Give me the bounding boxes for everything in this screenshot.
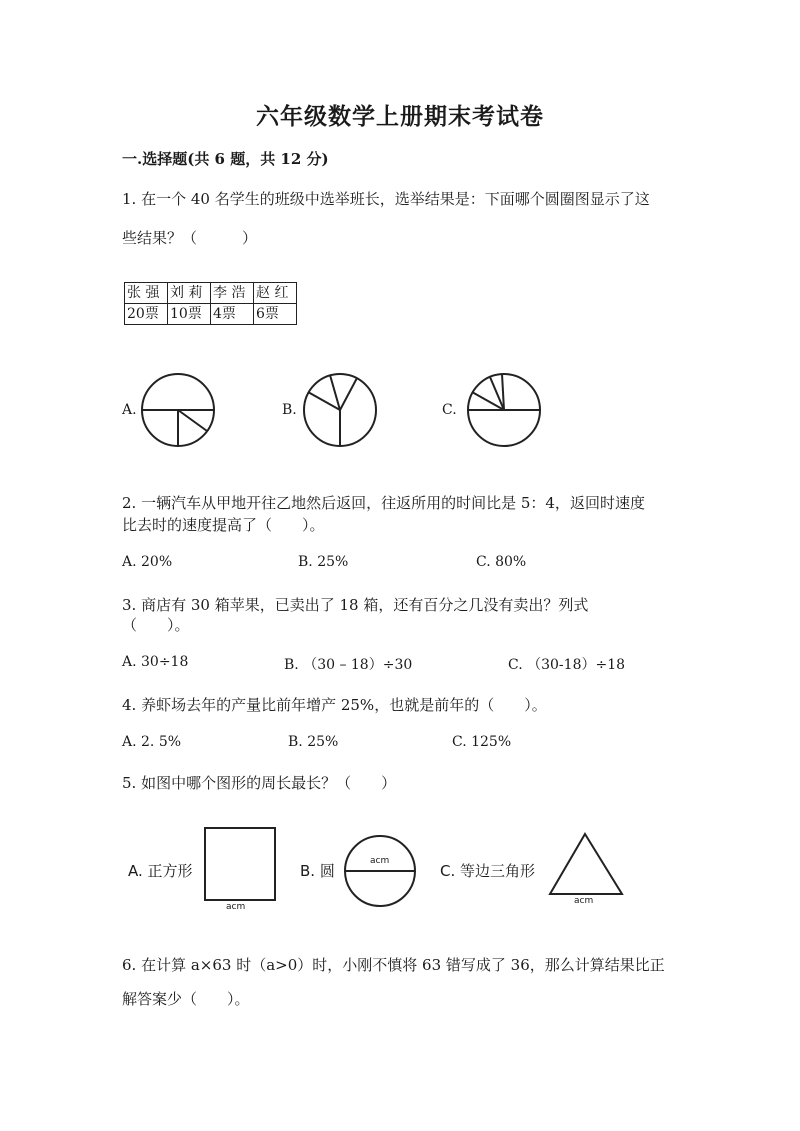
q5-text-line1: 5. 如图中哪个图形的周长最长？（ ） <box>122 774 397 792</box>
q4-option-b: B. 25% <box>288 734 339 750</box>
table-cell: 10票 <box>168 304 211 325</box>
q1-text-line1: 1. 在一个 40 名学生的班级中选举班长，选举结果是：下面哪个圆圈图显示了这 <box>122 190 650 208</box>
table-cell: 6票 <box>254 304 297 325</box>
q2-text-line2: 比去时的速度提高了（ ）。 <box>122 516 325 534</box>
q5-option-b-label: B. 圆 <box>300 862 335 880</box>
q1-pie-a <box>140 372 220 452</box>
q3-text-line2: （ ）。 <box>122 616 190 634</box>
triangle-side-label: acm <box>574 896 594 906</box>
table-cell: 赵 红 <box>254 283 297 304</box>
q2-option-a: A. 20% <box>122 554 173 570</box>
q3-text-line1: 3. 商店有 30 箱苹果，已卖出了 18 箱，还有百分之几没有卖出？列式 <box>122 596 589 614</box>
triangle-figure <box>548 832 624 898</box>
q1-text-line2: 些结果？（ ） <box>122 229 258 247</box>
table-cell: 张 强 <box>125 283 168 304</box>
page-title: 六年级数学上册期末考试卷 <box>256 103 544 130</box>
circle-diameter-label: acm <box>370 856 390 866</box>
q5-option-a-label: A. 正方形 <box>128 862 193 880</box>
q4-text-line1: 4. 养虾场去年的产量比前年增产 25%，也就是前年的（ ）。 <box>122 696 547 714</box>
table-cell: 李 浩 <box>211 283 254 304</box>
q1-option-c-label: C. <box>442 402 457 418</box>
q3-option-b: B. （30 – 18）÷30 <box>284 657 413 673</box>
q4-option-a: A. 2. 5% <box>122 734 182 750</box>
circle-figure <box>343 834 417 908</box>
table-cell: 刘 莉 <box>168 283 211 304</box>
square-side-label: acm <box>226 902 246 912</box>
table-cell: 20票 <box>125 304 168 325</box>
q3-option-c: C. （30-18）÷18 <box>508 657 626 673</box>
q1-option-a-label: A. <box>122 402 137 418</box>
q1-option-b-label: B. <box>282 402 297 418</box>
q4-option-c: C. 125% <box>452 734 512 750</box>
q2-text-line1: 2. 一辆汽车从甲地开往乙地然后返回，往返所用的时间比是 5：4，返回时速度 <box>122 494 645 512</box>
q2-option-c: C. 80% <box>476 554 527 570</box>
square-figure <box>204 827 276 913</box>
q3-option-a: A. 30÷18 <box>122 654 189 670</box>
table-cell: 4票 <box>211 304 254 325</box>
q5-option-c-label: C. 等边三角形 <box>440 862 536 880</box>
table-row <box>125 304 297 325</box>
q6-text-line1: 6. 在计算 a×63 时（a>0）时，小刚不慎将 63 错写成了 36，那么计算结果比正 <box>122 956 665 974</box>
vote-table <box>124 282 297 325</box>
q1-pie-c <box>466 372 546 452</box>
q2-option-b: B. 25% <box>298 554 349 570</box>
q1-pie-b <box>302 372 382 452</box>
section-heading: 一.选择题(共 6 题，共 12 分) <box>122 150 329 168</box>
q6-text-line2: 解答案少（ ）。 <box>122 990 250 1008</box>
table-row <box>125 283 297 304</box>
